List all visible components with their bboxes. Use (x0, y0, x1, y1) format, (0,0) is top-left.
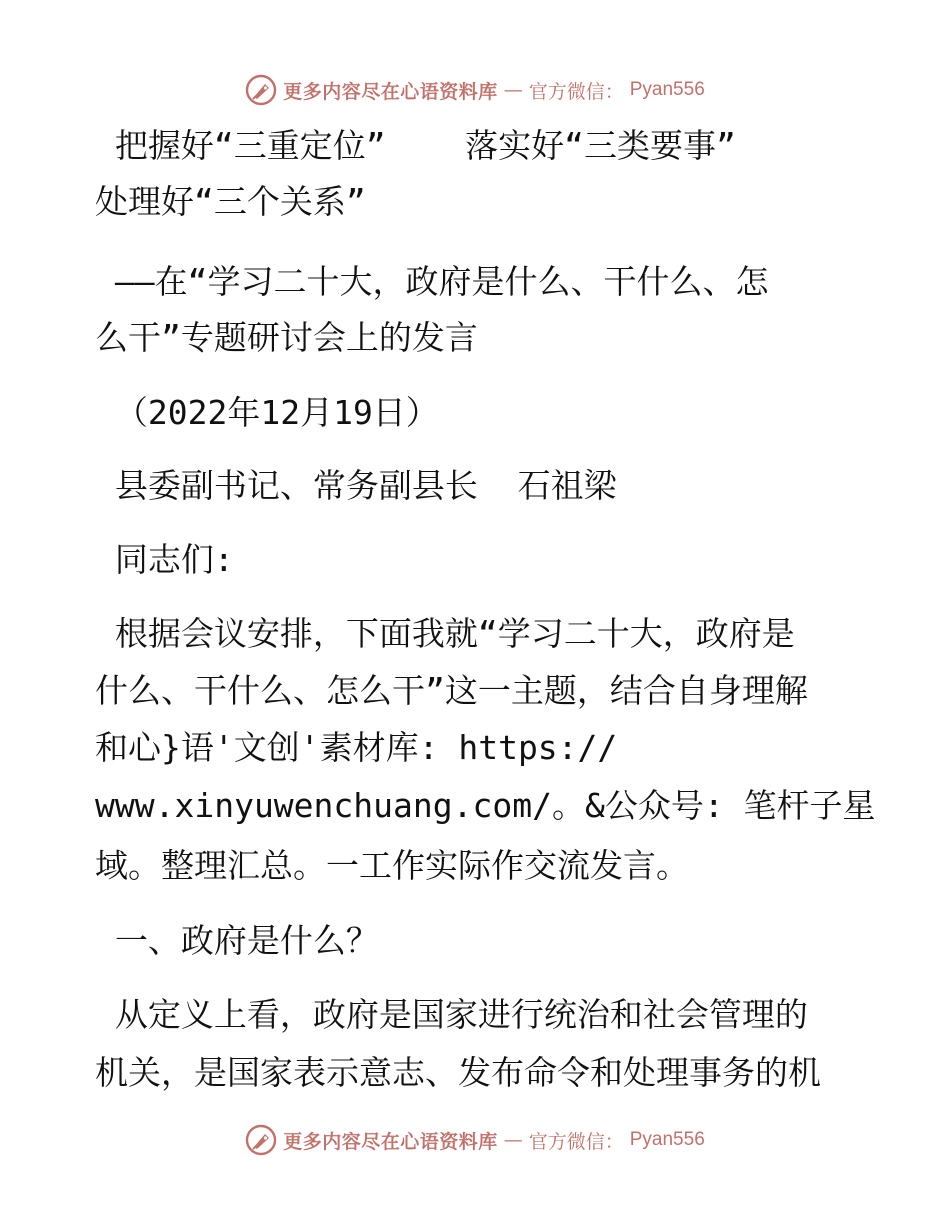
watermark-label: 官方微信： (528, 1130, 624, 1153)
title-line-2: 处理好“三个关系” (95, 182, 366, 221)
watermark-separator: — (503, 79, 523, 101)
speaker-line: 县委副书记、常务副县长 石祖梁 (95, 466, 617, 505)
watermark-wechat-id: Pyan556 (629, 1129, 705, 1150)
paragraph-2-line-2: 机关，是国家表示意志、发布命令和处理事务的机 (95, 1053, 821, 1092)
watermark-site-text: 更多内容尽在心语资料库 (283, 80, 498, 103)
watermark-label: 官方微信： (528, 80, 624, 103)
subtitle-line-1: ——在“学习二十大，政府是什么、干什么、怎 (95, 262, 769, 301)
header-watermark (0, 72, 950, 108)
footer-watermark (0, 1122, 950, 1158)
speech-date: （2022年12月19日） (95, 393, 439, 432)
watermark-site-text: 更多内容尽在心语资料库 (283, 1130, 498, 1153)
watermark-separator: — (503, 1129, 523, 1151)
paragraph-1-line-5: 域。整理汇总。一工作实际作交流发言。 (95, 846, 689, 885)
paragraph-2-line-1: 从定义上看，政府是国家进行统治和社会管理的 (95, 995, 808, 1034)
watermark-wechat-id: Pyan556 (629, 79, 705, 100)
paragraph-1-line-3: 和心}语'文创'素材库: https:// (95, 728, 618, 767)
title-line-1: 把握好“三重定位” 落实好“三类要事” (95, 126, 736, 165)
subtitle-line-2: 么干”专题研讨会上的发言 (95, 318, 478, 357)
paragraph-1-line-1: 根据会议安排，下面我就“学习二十大，政府是 (95, 614, 795, 653)
pen-nib-logo-icon (245, 74, 277, 106)
salutation: 同志们: (95, 540, 234, 579)
paragraph-1-line-2: 什么、干什么、怎么干”这一主题，结合自身理解 (95, 671, 808, 710)
paragraph-1-line-4: www.xinyuwenchuang.com/。&公众号: 笔杆子星 (95, 786, 876, 825)
section-heading-1: 一、政府是什么？ (95, 921, 379, 960)
pen-nib-logo-icon (245, 1124, 277, 1156)
